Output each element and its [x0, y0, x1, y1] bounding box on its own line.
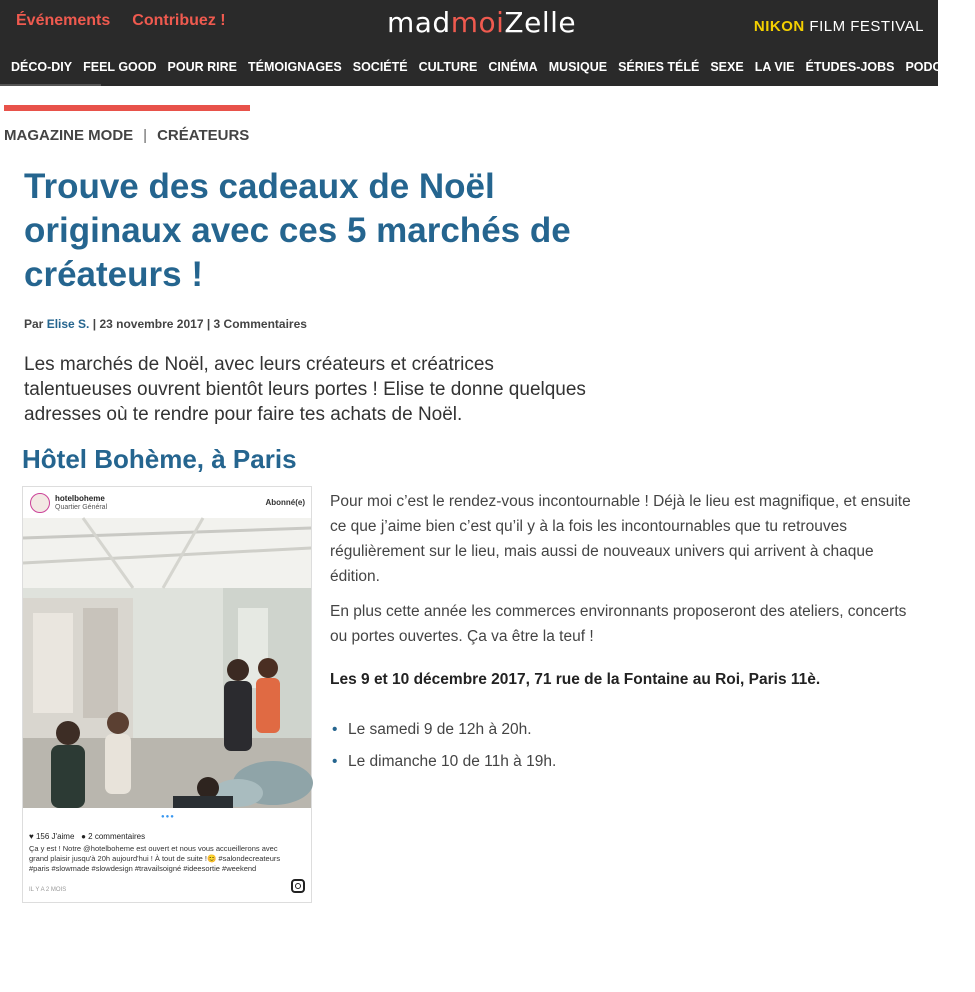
market-photo-illustration — [23, 518, 311, 808]
nav-item-podcasts[interactable]: PODCASTS — [905, 60, 975, 74]
carousel-dots: ●●● — [161, 814, 175, 820]
list-item: • Le samedi 9 de 12h à 20h. — [330, 718, 915, 742]
comments-link[interactable]: 3 Commentaires — [213, 317, 307, 331]
logo-part-1: mad — [387, 6, 451, 39]
article-intro: Les marchés de Noël, avec leurs créateurs et créatrices talentueuses ouvrent bientôt leurs portes ! Elise te donne quelques adresses où te rendre pour faire tes achats de Noël. — [24, 354, 586, 425]
site-header — [0, 0, 975, 86]
header-links — [16, 12, 226, 30]
instagram-embed[interactable] — [22, 486, 312, 903]
sponsor-brand: NIKON — [753, 18, 805, 35]
opening-hours-list — [330, 718, 915, 774]
instagram-stats — [29, 832, 145, 841]
breadcrumb-createurs[interactable]: CRÉATEURS — [157, 127, 250, 144]
nav-item-societe[interactable]: SOCIÉTÉ — [352, 60, 408, 74]
logo-part-accent: moi — [450, 6, 505, 39]
breadcrumb-separator: | — [143, 127, 148, 144]
instagram-caption: Ça y est ! Notre @hotelboheme est ouvert et nous vous accueillerons avec grand plaisir jusqu'à 20h aujourd'hui ! À tout de suite !😊 #salondecreateurs #paris #slowmade #slowdesign #travailsoigné #ideesortie #weekend — [29, 844, 281, 873]
event-dates-address: Les 9 et 10 décembre 2017, 71 rue de la Fontaine au Roi, Paris 11è. — [330, 671, 821, 688]
accent-bar — [4, 105, 250, 111]
follow-button[interactable]: Abonné(e) — [265, 498, 305, 507]
instagram-header — [23, 487, 311, 517]
body-paragraph: Pour moi c’est le rendez-vous incontournable ! Déjà le lieu est magnifique, et ensuite ce que j’aime bien c’est qu’il y à la fois les incontournables que tu retrouves régulièrement sur le lieu, mais aussi de nouveaux univers qui arrivent à chaque édition. — [330, 493, 911, 585]
sponsor-banner[interactable] — [754, 18, 924, 35]
active-nav-underline — [0, 84, 101, 86]
instagram-photo[interactable] — [23, 518, 311, 808]
nav-item-la-vie[interactable]: LA VIE — [754, 60, 795, 74]
body-paragraph: En plus cette année les commerces environnants proposeront des ateliers, concerts ou portes ouvertes. Ça va être la teuf ! — [330, 603, 907, 645]
main-nav — [0, 58, 975, 78]
nav-item-sexe[interactable]: SEXE — [710, 60, 744, 74]
instagram-username[interactable]: hotelboheme — [55, 494, 105, 503]
comment-icon[interactable]: ● — [81, 832, 86, 841]
article-title: Trouve des cadeaux de Noël originaux avec ces 5 marchés de créateurs ! — [24, 167, 571, 294]
likes-count: 156 J'aime — [35, 832, 75, 841]
article-byline — [24, 317, 307, 331]
nav-item-culture[interactable]: CULTURE — [418, 60, 478, 74]
nav-item-etudes-jobs[interactable]: ÉTUDES-JOBS — [805, 60, 895, 74]
nav-item-temoignages[interactable]: TÉMOIGNAGES — [247, 60, 342, 74]
breadcrumb-magazine-mode[interactable]: MAGAZINE MODE — [4, 127, 134, 144]
site-logo[interactable] — [387, 6, 576, 39]
sponsor-label: FILM FESTIVAL — [809, 18, 924, 35]
instagram-location[interactable]: Quartier Général — [55, 504, 108, 511]
nav-item-series-tele[interactable]: SÉRIES TÉLÉ — [618, 60, 700, 74]
instagram-timestamp: IL Y A 2 MOIS — [29, 887, 67, 893]
nav-item-cinema[interactable]: CINÉMA — [488, 60, 538, 74]
instagram-icon[interactable] — [291, 879, 305, 893]
breadcrumb — [4, 127, 249, 144]
nav-item-deco-diy[interactable]: DÉCO-DIY — [11, 60, 73, 74]
section-title: Hôtel Bohème, à Paris — [22, 444, 297, 474]
comments-count: 2 commentaires — [88, 832, 146, 841]
publish-date: | 23 novembre 2017 | — [92, 317, 211, 331]
nav-item-feel-good[interactable]: FEEL GOOD — [83, 60, 157, 74]
byline-prefix: Par — [24, 317, 44, 331]
events-link[interactable]: Événements — [16, 12, 111, 29]
article-body — [330, 489, 915, 782]
heart-icon[interactable]: ♥ — [29, 832, 34, 841]
contribute-link[interactable]: Contribuez ! — [132, 12, 226, 29]
avatar[interactable] — [30, 493, 50, 513]
list-item: • Le dimanche 10 de 11h à 19h. — [330, 750, 915, 774]
author-link[interactable]: Elise S. — [46, 317, 90, 331]
logo-part-2: Zelle — [504, 6, 577, 39]
nav-item-pour-rire[interactable]: POUR RIRE — [167, 60, 237, 74]
nav-item-musique[interactable]: MUSIQUE — [548, 60, 608, 74]
